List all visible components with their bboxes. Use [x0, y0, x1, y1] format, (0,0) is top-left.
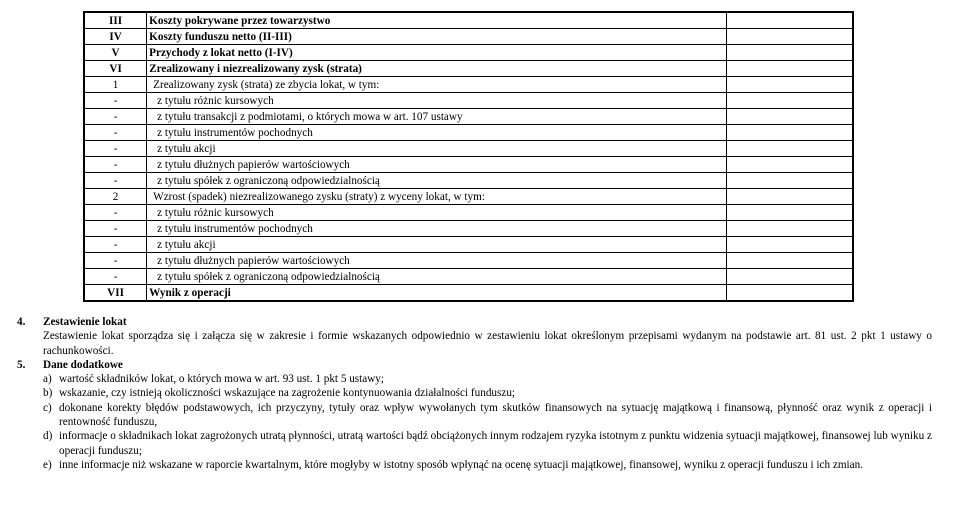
- row-label: z tytułu dłużnych papierów wartościowych: [157, 254, 350, 267]
- section-title: Zestawienie lokat: [43, 316, 127, 328]
- row-label-cell: [147, 125, 727, 141]
- item-text: inne informacje niż wskazane w raporcie kwartalnym, które mogłyby w istotny sposób wpłynąć na ocenę sytuacji majątkowej, finansowej, wyniku z operacji funduszu i ich zmian.: [59, 458, 864, 471]
- table-row: [84, 189, 853, 205]
- item-label: c): [43, 401, 52, 414]
- row-number-cell: IV: [84, 29, 147, 45]
- row-label-cell: [147, 253, 727, 269]
- row-value-cell: [726, 45, 853, 61]
- row-value-cell: [726, 189, 853, 205]
- row-number-cell: -: [84, 205, 147, 221]
- row-number-cell: 1: [84, 77, 147, 93]
- row-label-cell: [147, 269, 727, 285]
- section-header: [17, 315, 932, 329]
- list-item: [43, 372, 932, 386]
- table-row: [84, 157, 853, 173]
- table-row: [84, 77, 853, 93]
- section-header: [17, 358, 932, 372]
- row-label: z tytułu instrumentów pochodnych: [157, 222, 313, 235]
- row-value-cell: [726, 77, 853, 93]
- row-value-cell: [726, 93, 853, 109]
- row-label-cell: [147, 189, 727, 205]
- item-text: informacje o składnikach lokat zagrożonych utratą płynności, utratą wartości bądź obciążonych innym rodzajem ryzyka istotnym z punktu widzenia sytuacji majątkowej, finansowej lub wyniku z operacji funduszu;: [59, 430, 932, 457]
- row-number-cell: -: [84, 253, 147, 269]
- item-label: e): [43, 458, 52, 471]
- row-label: Koszty funduszu netto (II-III): [149, 30, 292, 43]
- section-additional-data: [17, 358, 932, 472]
- row-number-cell: -: [84, 173, 147, 189]
- row-label: z tytułu akcji: [157, 142, 216, 155]
- table-row: [84, 205, 853, 221]
- row-label: z tytułu instrumentów pochodnych: [157, 126, 313, 139]
- row-label: Wynik z operacji: [149, 286, 231, 299]
- row-value-cell: [726, 125, 853, 141]
- table-row: [84, 285, 853, 302]
- table-row: [84, 141, 853, 157]
- table-row: [84, 109, 853, 125]
- additional-data-list: [43, 372, 932, 472]
- row-number-cell: -: [84, 157, 147, 173]
- table-row: [84, 253, 853, 269]
- row-label: z tytułu dłużnych papierów wartościowych: [157, 158, 350, 171]
- row-value-cell: [726, 237, 853, 253]
- row-value-cell: [726, 157, 853, 173]
- list-item: [43, 458, 932, 472]
- section-body: [43, 372, 932, 472]
- section-body: [43, 329, 932, 358]
- row-label: z tytułu różnic kursowych: [157, 206, 274, 219]
- row-value-cell: [726, 29, 853, 45]
- row-number-cell: VII: [84, 285, 147, 302]
- row-label: Zrealizowany i niezrealizowany zysk (strata): [149, 62, 362, 75]
- row-label: z tytułu transakcji z podmiotami, o których mowa w art. 107 ustawy: [157, 110, 463, 123]
- row-label: z tytułu spółek z ograniczoną odpowiedzialnością: [157, 270, 380, 283]
- section-title: Dane dodatkowe: [43, 358, 123, 371]
- row-value-cell: [726, 61, 853, 77]
- operations-table: [83, 11, 854, 302]
- item-text: wskazanie, czy istnieją okoliczności wskazujące na zagrożenie kontynuowania działalności funduszu;: [59, 387, 516, 400]
- row-value-cell: [726, 12, 853, 29]
- row-number-cell: -: [84, 93, 147, 109]
- table-row: [84, 221, 853, 237]
- row-number-cell: -: [84, 269, 147, 285]
- row-label-cell: [147, 77, 727, 93]
- row-number-cell: -: [84, 141, 147, 157]
- operations-table-body: [84, 12, 853, 301]
- row-label-cell: [147, 285, 727, 302]
- row-label: z tytułu spółek z ograniczoną odpowiedzialnością: [157, 174, 380, 187]
- row-label-cell: [147, 61, 727, 77]
- row-label: Przychody z lokat netto (I-IV): [149, 46, 293, 59]
- list-item: [43, 401, 932, 430]
- table-row: [84, 269, 853, 285]
- item-text: wartość składników lokat, o których mowa w art. 93 ust. 1 pkt 5 ustawy;: [59, 373, 385, 386]
- item-label: b): [43, 387, 53, 400]
- row-label-cell: [147, 29, 727, 45]
- row-label-cell: [147, 173, 727, 189]
- row-number-cell: VI: [84, 61, 147, 77]
- row-value-cell: [726, 173, 853, 189]
- row-label-cell: [147, 141, 727, 157]
- list-item: [43, 429, 932, 458]
- row-label-cell: [147, 157, 727, 173]
- row-number-cell: -: [84, 221, 147, 237]
- row-value-cell: [726, 221, 853, 237]
- item-label: d): [43, 430, 53, 443]
- row-number-cell: 2: [84, 189, 147, 205]
- section-paragraph: Zestawienie lokat sporządza się i załącza się w zakresie i formie wskazanych odpowiednio w zestawieniu lokat określonym przepisami wydanym na podstawie art. 81 ust. 2 pkt 1 ustawy o rachunkowości.: [43, 330, 932, 357]
- document-sections: [17, 315, 932, 472]
- row-label: Wzrost (spadek) niezrealizowanego zysku (straty) z wyceny lokat, w tym:: [153, 190, 485, 203]
- row-number-cell: -: [84, 125, 147, 141]
- row-number-cell: III: [84, 12, 147, 29]
- table-row: [84, 173, 853, 189]
- table-row: [84, 125, 853, 141]
- row-number-cell: -: [84, 109, 147, 125]
- section-investment-statement: [17, 315, 932, 358]
- row-label-cell: [147, 12, 727, 29]
- row-value-cell: [726, 141, 853, 157]
- row-label-cell: [147, 205, 727, 221]
- row-label-cell: [147, 45, 727, 61]
- section-number: 4.: [17, 316, 26, 328]
- table-row: [84, 45, 853, 61]
- row-label-cell: [147, 237, 727, 253]
- row-value-cell: [726, 269, 853, 285]
- row-label-cell: [147, 93, 727, 109]
- table-row: [84, 29, 853, 45]
- table-row: [84, 12, 853, 29]
- row-label: Zrealizowany zysk (strata) ze zbycia lokat, w tym:: [153, 78, 380, 91]
- row-label-cell: [147, 221, 727, 237]
- row-label: z tytułu różnic kursowych: [157, 94, 274, 107]
- row-label-cell: [147, 109, 727, 125]
- table-row: [84, 61, 853, 77]
- table-row: [84, 237, 853, 253]
- item-label: a): [43, 373, 52, 386]
- table-row: [84, 93, 853, 109]
- section-number: 5.: [17, 358, 26, 371]
- row-value-cell: [726, 253, 853, 269]
- row-number-cell: -: [84, 237, 147, 253]
- row-label: z tytułu akcji: [157, 238, 216, 251]
- row-label: Koszty pokrywane przez towarzystwo: [149, 14, 331, 27]
- row-value-cell: [726, 109, 853, 125]
- item-text: dokonane korekty błędów podstawowych, ich przyczyny, tytuły oraz wpływ wywołanych tym skutków finansowych na sytuację majątkową i finansową, płynność oraz wynik z operacji i rentowność funduszu,: [59, 401, 932, 429]
- row-value-cell: [726, 205, 853, 221]
- row-number-cell: V: [84, 45, 147, 61]
- row-value-cell: [726, 285, 853, 302]
- list-item: [43, 386, 932, 400]
